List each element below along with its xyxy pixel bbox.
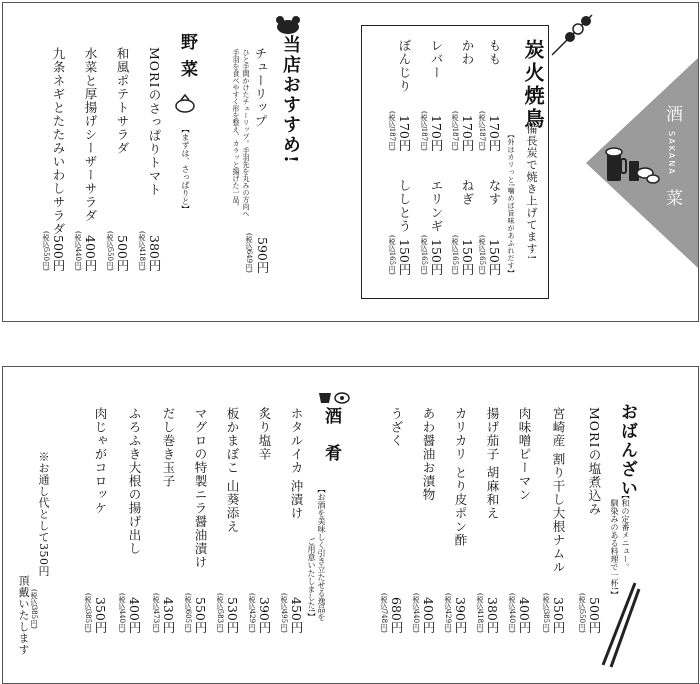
yakitori-item-price: 170円 (487, 115, 502, 152)
sakana-item-tax: (税込473円) (152, 593, 160, 633)
obanzai-note-line1: 【和の定番メニュー。 (621, 491, 630, 571)
yasai-item-name: 水菜と厚揚げシーザーサラダ (83, 47, 98, 223)
yakitori-item-tax: (税込187円) (478, 111, 486, 151)
yakitori-item-price: 170円 (429, 115, 444, 152)
menu-page-1 (2, 2, 699, 322)
recommend-desc-line1: ひと手間かけたチューリップ。手羽先を丸みの方向へ (242, 49, 250, 217)
yakitori-item-price: 150円 (429, 239, 444, 276)
yasai-title: 野菜 (177, 33, 197, 87)
obanzai-note-line2: 馴染みのある料理で一杯!】 (610, 499, 619, 599)
yakitori-item-name: なす (487, 179, 502, 206)
sakana-item-tax: (税込583円) (216, 593, 224, 633)
sakana-item-price: 350円 (93, 597, 108, 634)
otoshi-note: ※お通し代として350円 (37, 451, 50, 577)
yakitori-item-name: かわ (460, 39, 475, 66)
obanzai-item-tax: (税込429円) (444, 593, 452, 633)
sake-badge-kanji-bottom: 菜 (662, 189, 682, 206)
sakana-item-price: 530円 (225, 597, 240, 634)
sakana-note-line2: ご用意いたしました!】 (307, 537, 316, 621)
obanzai-item-name: うざく (389, 407, 404, 448)
obanzai-item-tax: (税込385円) (542, 593, 550, 633)
obanzai-item-tax: (税込440円) (412, 593, 420, 633)
yakitori-item-tax: (税込187円) (420, 111, 428, 151)
yasai-item-name: 和風ポテトサラダ (115, 47, 130, 155)
sakana-item-name: ホタルイカ 沖漬け (289, 407, 304, 520)
sakana-item-price: 550円 (193, 597, 208, 634)
sakana-item-name: 炙り塩辛 (257, 407, 272, 461)
sakana-item-price: 400円 (127, 597, 142, 634)
obanzai-item-tax: (税込748円) (380, 593, 388, 633)
yakitori-item-name: ぼんじり (397, 39, 412, 93)
obanzai-item-name: カリカリ とり皮ポン酢 (453, 407, 468, 547)
yakitori-item-price: 170円 (460, 115, 475, 152)
otoshi-note-line2: 頂戴いたします (17, 575, 30, 656)
yakitori-subtitle: 備長炭で焼き上げてます! (525, 123, 538, 261)
obanzai-item-price: 400円 (517, 597, 532, 634)
sakana-item-price: 430円 (161, 597, 176, 634)
yasai-item-tax: (税込550円) (42, 231, 50, 271)
sake-badge-kanji-top: 酒 (662, 105, 682, 122)
obanzai-item-name: MORIの塩煮込み (587, 407, 602, 516)
obanzai-item-price: 390円 (453, 597, 468, 634)
yakitori-item-tax: (税込165円) (388, 235, 396, 275)
yasai-item-name: 九条ネギとたたみいわしサラダ (51, 47, 66, 236)
obanzai-item-price: 350円 (551, 597, 566, 634)
yakitori-item-name: ししとう (397, 179, 412, 233)
skewer-icon (548, 9, 598, 59)
sakana-item-price: 390円 (257, 597, 272, 634)
sakana-item-name: マグロの特製ニラ醤油漬け (193, 407, 208, 569)
obanzai-title: おばんざい (617, 403, 637, 498)
yakitori-title: 炭火焼鳥 (521, 39, 545, 131)
chicken-icon (273, 13, 303, 35)
obanzai-item-tax: (税込418円) (476, 593, 484, 633)
menu-page-2 (2, 366, 699, 684)
yasai-item-tax: (税込440円) (74, 231, 82, 271)
yasai-note: 【まずは、さっぱりと】 (181, 125, 190, 213)
yakitori-item-price: 150円 (487, 239, 502, 276)
yakitori-note: 【外はカリっと!噛めば旨味があふれだす】 (507, 131, 515, 277)
yakitori-item-name: もも (487, 39, 502, 66)
yakitori-item-price: 150円 (460, 239, 475, 276)
yakitori-item-name: ねぎ (460, 179, 475, 206)
otoshi-tax: (税込385円) (30, 589, 38, 629)
obanzai-item-name: あわ醤油お漬物 (421, 407, 436, 502)
sake-badge-romaji: SAKANA (667, 131, 676, 176)
yakitori-item-tax: (税込187円) (388, 111, 396, 151)
yakitori-item-name: レバー (429, 39, 444, 80)
yakitori-item-tax: (税込187円) (451, 111, 459, 151)
sakana-item-price: 450円 (289, 597, 304, 634)
yasai-item-name: MORIのさっぱりトマト (147, 47, 162, 197)
sakana-item-name: ふろふき大根の揚げ出し (127, 407, 142, 556)
beer-and-food-icon (605, 143, 661, 185)
sakana-item-name: 肉じゃがコロッケ (93, 407, 108, 515)
obanzai-item-price: 380円 (485, 597, 500, 634)
yakitori-item-name: エリンギ (429, 179, 444, 233)
sakana-item-name: 板かまぼこ 山葵添え (225, 407, 240, 534)
yasai-item-price: 400円 (83, 235, 98, 272)
yasai-item-tax: (税込550円) (106, 231, 114, 271)
sakana-item-name: だし巻き玉子 (161, 407, 176, 488)
recommend-price: 590円 (255, 237, 270, 274)
yakitori-item-tax: (税込165円) (478, 235, 486, 275)
recommend-title: 当店おすすめ! (280, 35, 301, 165)
obanzai-item-tax: (税込440円) (508, 593, 516, 633)
yakitori-item-price: 170円 (397, 115, 412, 152)
recommend-tax: (税込649円) (245, 233, 253, 273)
obanzai-item-tax: (税込550円) (578, 593, 586, 633)
obanzai-item-price: 400円 (421, 597, 436, 634)
sakana-item-tax: (税込429円) (248, 593, 256, 633)
yasai-item-price: 500円 (51, 235, 66, 272)
obanzai-item-name: 宮崎産 割り干し大根ナムル (551, 407, 566, 574)
sakana-item-tax: (税込605円) (184, 593, 192, 633)
obanzai-item-price: 500円 (587, 597, 602, 634)
yakitori-item-tax: (税込165円) (420, 235, 428, 275)
sakana-item-tax: (税込495円) (280, 593, 288, 633)
sake-cup-icon (317, 389, 351, 405)
obanzai-item-price: 680円 (389, 597, 404, 634)
yakitori-item-tax: (税込165円) (451, 235, 459, 275)
sakana-item-tax: (税込385円) (84, 593, 92, 633)
yasai-item-price: 380円 (147, 235, 162, 272)
yakitori-item-price: 150円 (397, 239, 412, 276)
recommend-item-name: チューリップ (253, 47, 268, 128)
recommend-desc-line2: 手羽を食べやすく形を整え、カラッと揚げた一品。 (232, 49, 240, 210)
obanzai-item-name: 揚げ茄子 胡麻和え (485, 407, 500, 520)
yasai-item-price: 500円 (115, 235, 130, 272)
sakana-item-tax: (税込440円) (118, 593, 126, 633)
obanzai-item-name: 肉味噌ピーマン (517, 407, 532, 502)
sakana-title: 酒肴 (321, 407, 341, 481)
vegetable-icon (173, 93, 197, 113)
yasai-item-tax: (税込418円) (138, 231, 146, 271)
sakana-note-line1: 【お酒を美味しく引き立たせる逸品を (317, 485, 326, 621)
